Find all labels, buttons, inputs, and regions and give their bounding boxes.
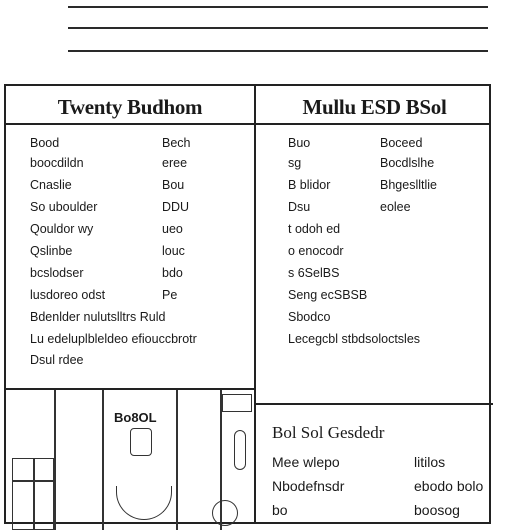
right-section-divider [254,403,493,405]
bottom-row-right: ebodo bolo [414,478,484,494]
left-item-value: DDU [162,200,190,214]
left-note: Bdenlder nulutslltrs Ruld [30,310,166,324]
left-item-value: bdo [162,266,183,280]
right-item-name: Dsu [288,200,311,214]
header-rule-2 [68,27,488,29]
left-note: Lu edeluplbleldeo efiouccbrotr [30,332,197,346]
right-item-name: Sbodco [288,310,331,324]
left-item-name: Cnaslie [30,178,72,192]
left-item-value: ueo [162,222,183,236]
bathroom-floorplan [6,390,254,530]
left-item-value: eree [162,156,188,170]
right-item-name: B blidor [288,178,331,192]
fixture-label: Bo8OL [114,410,157,425]
left-item-value: Bech [162,136,191,150]
bottom-row-left: Mee wlepo [272,454,340,470]
bottom-row-left: Nbodefnsdr [272,478,345,494]
bottom-row-right: boosog [414,502,460,518]
header-divider [6,123,489,125]
right-item-name: Seng ecSBSB [288,288,368,302]
right-item-name: o enocodr [288,244,344,258]
left-item-name: Qslinbe [30,244,73,258]
column-divider [254,86,256,522]
right-note: Lecegcbl stbdsoloctsles [288,332,421,346]
left-item-name: bcslodser [30,266,84,280]
drain-icon [212,500,238,526]
bottom-row-left: bo [272,502,288,518]
right-item-value: eolee [380,200,411,214]
right-item-value: Bocdlslhe [380,156,435,170]
faucet-icon [234,430,246,470]
left-item-value: Pe [162,288,178,302]
left-item-name: Bood [30,136,60,150]
bottom-row-right: litilos [414,454,446,470]
header-rule-1 [68,6,488,8]
left-item-name: So uboulder [30,200,98,214]
left-panel-title: Twenty Budhom [57,95,203,119]
left-item-name: Qouldor wy [30,222,94,236]
plan-wall [102,390,104,530]
sink-cabinet [222,394,252,412]
toilet-tank [130,428,152,456]
left-item-name: lusdoreo odst [30,288,106,302]
right-panel-title: Mullu ESD BSol [302,95,447,119]
window-pane-line [33,458,35,530]
right-item-name: sg [288,156,302,170]
plan-wall [54,390,56,530]
right-item-name: s 6SelBS [288,266,340,280]
left-item-value: Bou [162,178,185,192]
toilet-bowl-icon [116,486,172,520]
right-item-name: Buo [288,136,311,150]
plan-sheet [4,84,491,524]
header-rule-3 [68,50,488,52]
right-item-name: t odoh ed [288,222,341,236]
right-item-value: Bhgeslltlie [380,178,437,192]
bottom-right-title: Bol Sol Gesdedr [272,423,385,442]
plan-wall [176,390,178,530]
left-item-value: louc [162,244,185,258]
left-note: Dsul rdee [30,353,84,367]
left-item-name: boocdildn [30,156,84,170]
right-item-value: Boceed [380,136,423,150]
